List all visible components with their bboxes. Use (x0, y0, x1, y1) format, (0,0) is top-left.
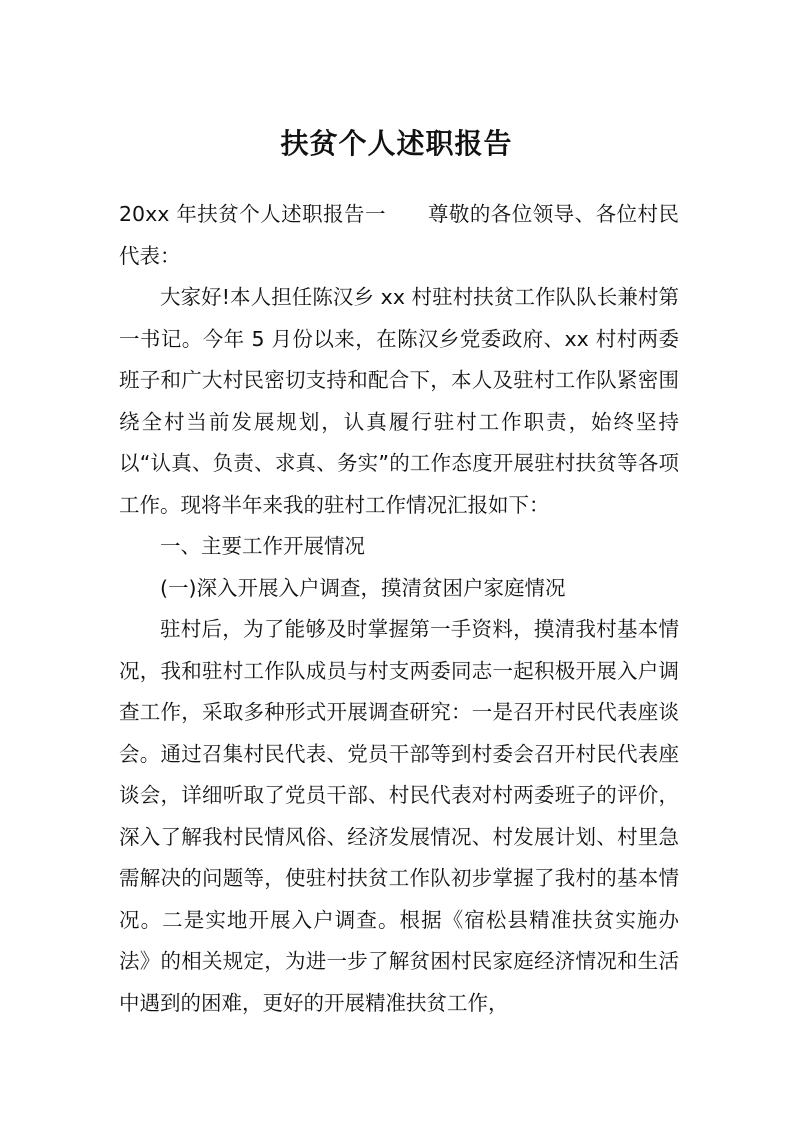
paragraph-intro: 大家好!本人担任陈汉乡 xx 村驻村扶贫工作队队长兼村第一书记。今年 5 月份以来，在陈汉乡党委政府、xx 村村两委班子和广大村民密切支持和配合下，本人及驻村工作队紧密围绕全村当前发展规划，认真履行驻村工作职责，始终坚持以“认真、负责、求真、务实”的工作态度开展驻村扶贫等各项工作。现将半年来我的驻村工作情况汇报如下： (119, 285, 679, 517)
document-title: 扶贫个人述职报告 (280, 127, 513, 160)
document-body (119, 194, 679, 1024)
subsection-heading: (一)深入开展入户调查，摸清贫困户家庭情况 (160, 575, 566, 600)
section-heading: 一、主要工作开展情况 (160, 534, 365, 558)
heading-line: 20xx 年扶贫个人述职报告一 尊敬的各位领导、各位村民代表： (119, 202, 679, 268)
paragraph-survey: 驻村后，为了能够及时掌握第一手资料，摸清我村基本情况，我和驻村工作队成员与村支两委同志一起积极开展入户调查工作，采取多种形式开展调查研究：一是召开村民代表座谈会。通过召集村民代表、党员干部等到村委会召开村民代表座谈会，详细听取了党员干部、村民代表对村两委班子的评价，深入了解我村民情风俗、经济发展情况、村发展计划、村里急需解决的问题等，使驻村扶贫工作队初步掌握了我村的基本情况。二是实地开展入户调查。根据《宿松县精准扶贫实施办法》的相关规定，为进一步了解贫困村民家庭经济情况和生活中遇到的困难，更好的开展精准扶贫工作， (119, 617, 679, 1015)
